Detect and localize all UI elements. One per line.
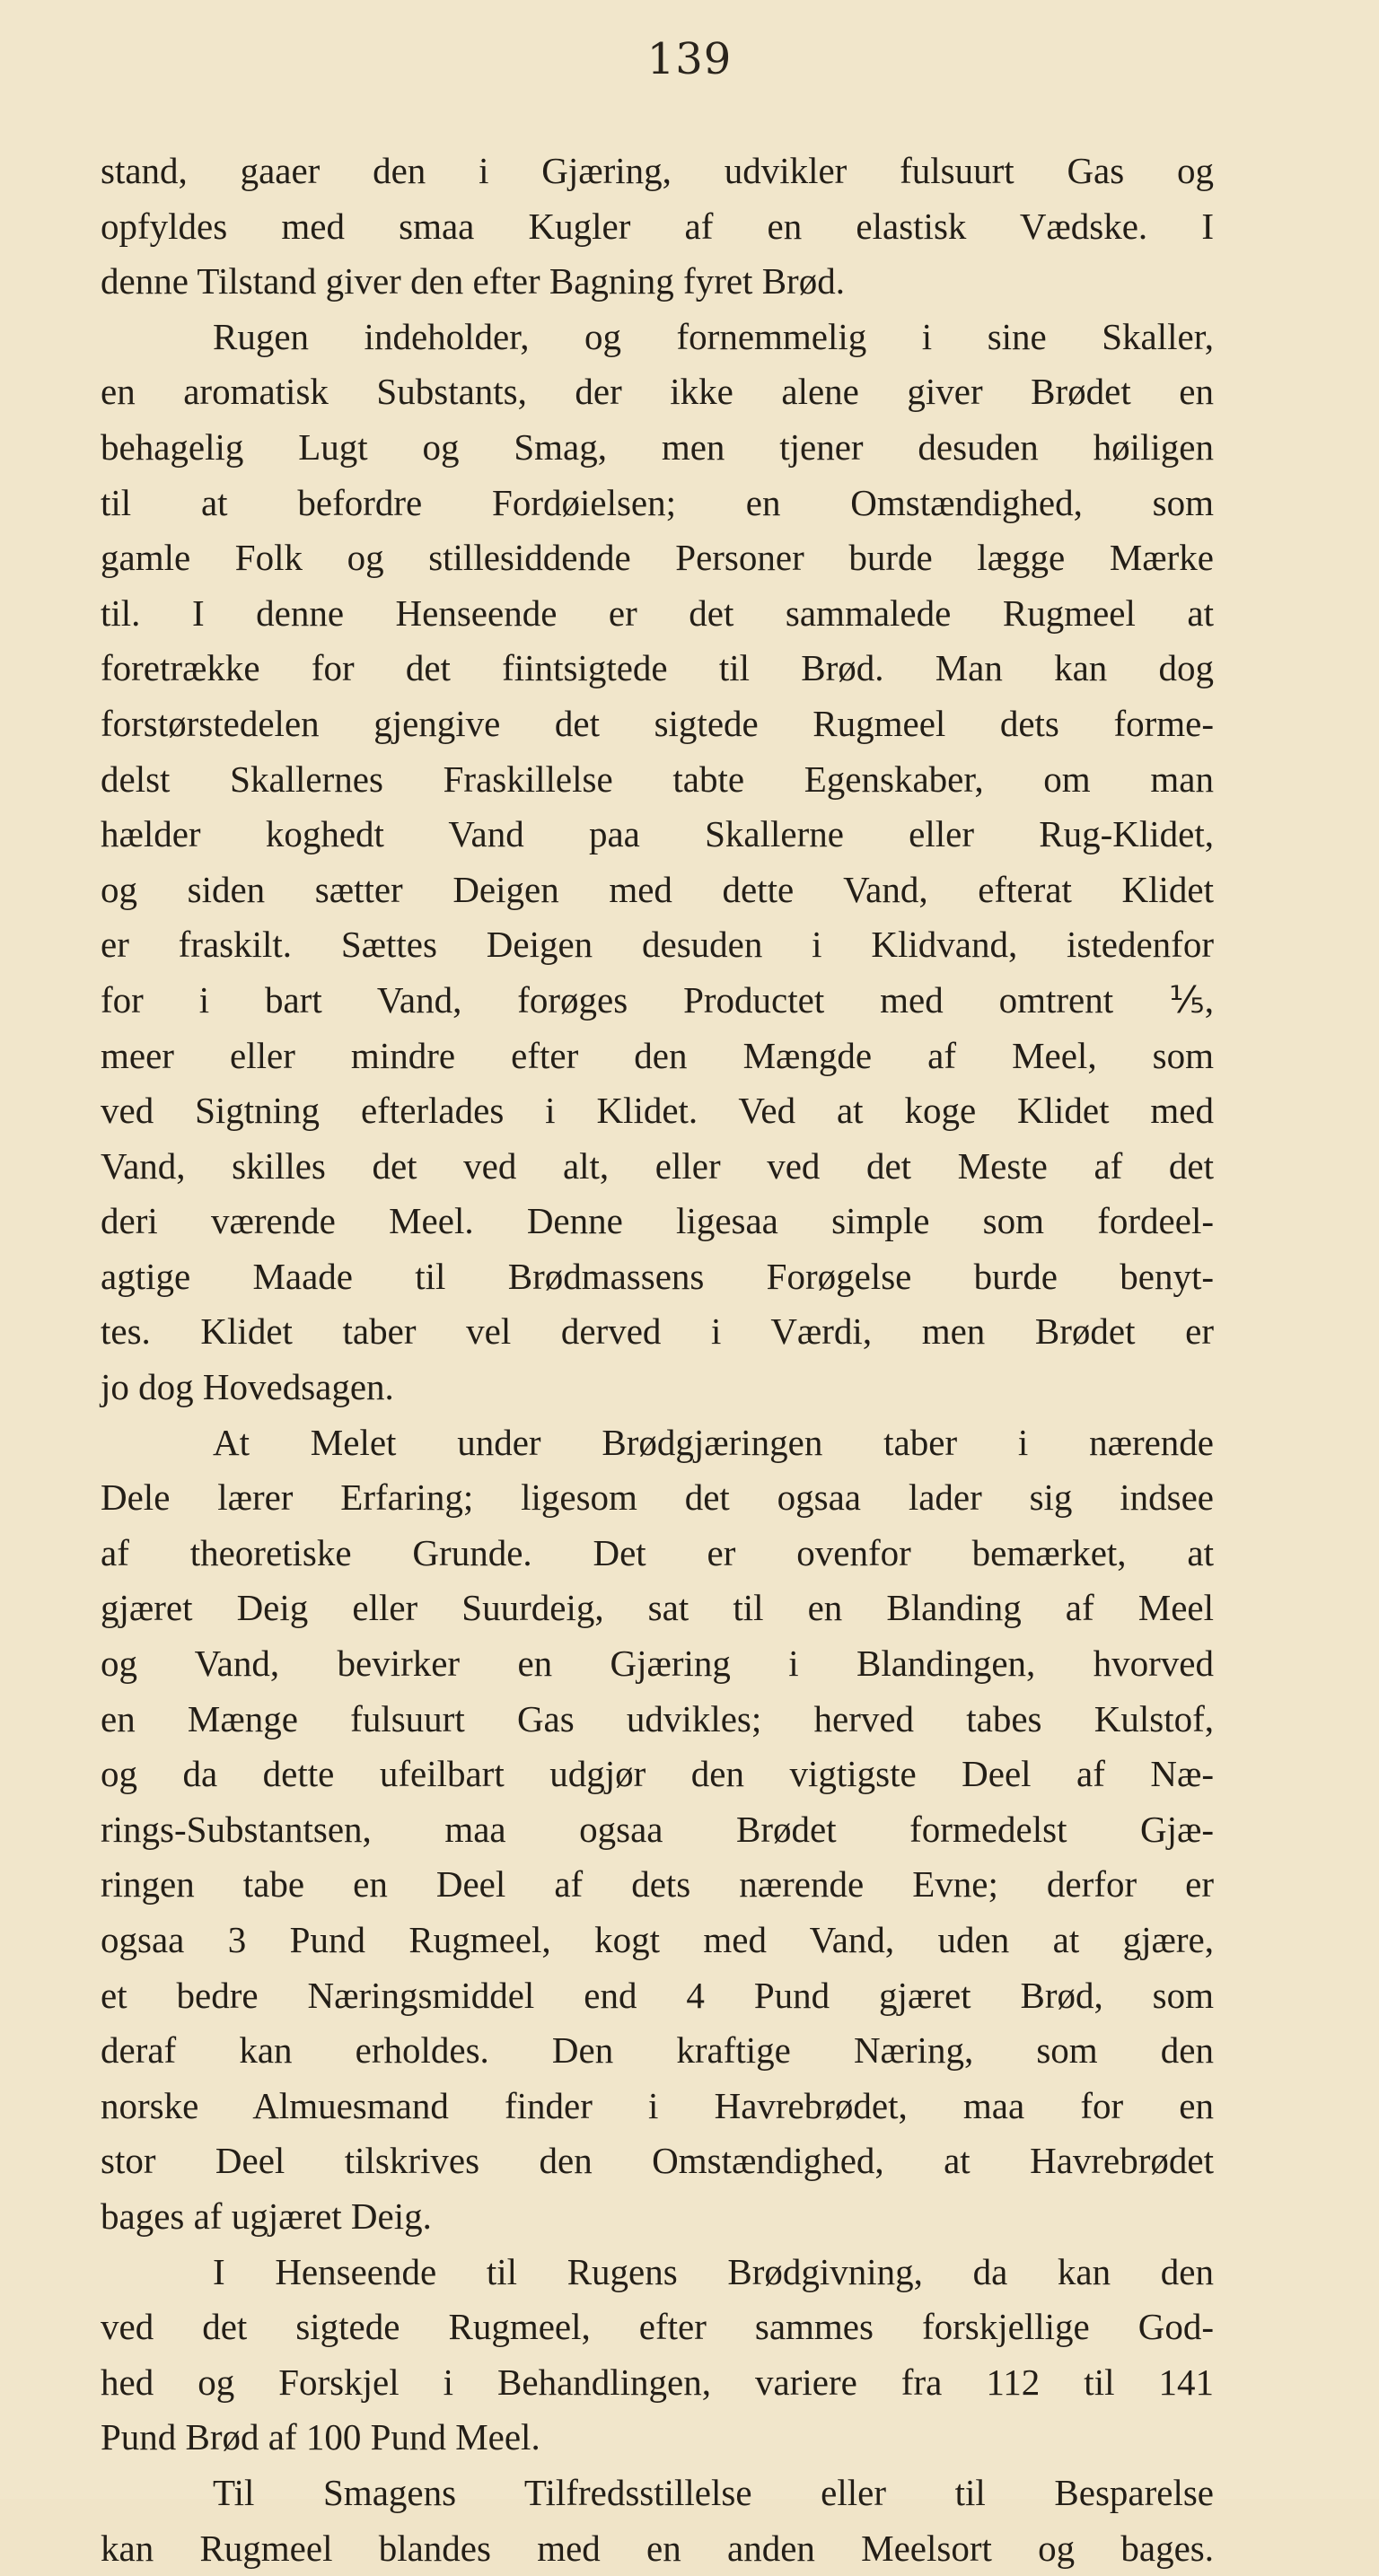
text-line: for i bart Vand, forøges Productet med omtrent ⅕, <box>101 978 1214 1021</box>
text-line: forstørstedelen gjengive det sigtede Rugmeel dets forme- <box>101 702 1214 744</box>
text-line: til. I denne Henseende er det sammalede Rugmeel at <box>101 591 1214 634</box>
text-line: gamle Folk og stillesiddende Personer burde lægge Mærke <box>101 537 1214 579</box>
paragraph-start-line: I Henseende til Rugens Brødgivning, da kan den <box>213 2250 1214 2292</box>
text-line: til at befordre Fordøielsen; en Omstændighed, som <box>101 481 1214 523</box>
text-line: af theoretiske Grunde. Det er ovenfor bemærket, at <box>101 1531 1214 1573</box>
text-line: ringen tabe en Deel af dets nærende Evne; derfor er <box>101 1863 1214 1906</box>
paragraph-start-line: Rugen indeholder, og fornemmelig i sine Skaller, <box>213 315 1214 357</box>
text-line: gjæret Deig eller Suurdeig, sat til en Blanding af Meel <box>101 1587 1214 1629</box>
text-line: og siden sætter Deigen med dette Vand, efterat Klidet <box>101 868 1214 910</box>
text-line: en aromatisk Substants, der ikke alene giver Brødet en <box>101 371 1214 413</box>
text-line: bages af ugjæret Deig. <box>101 2195 432 2237</box>
text-line: jo dog Hovedsagen. <box>101 1366 394 1408</box>
text-line: opfyldes med smaa Kugler af en elastisk Vædske. I <box>101 205 1214 247</box>
text-line: og da dette ufeilbart udgjør den vigtigste Deel af Næ- <box>101 1753 1214 1795</box>
text-line: Pund Brød af 100 Pund Meel. <box>101 2416 540 2458</box>
text-line: ved det sigtede Rugmeel, efter sammes forskjellige God- <box>101 2306 1214 2348</box>
text-line: Dele lærer Erfaring; ligesom det ogsaa lader sig indsee <box>101 1476 1214 1519</box>
text-line: er fraskilt. Sættes Deigen desuden i Klidvand, istedenfor <box>101 924 1214 966</box>
text-line: og Vand, bevirker en Gjæring i Blandingen, hvorved <box>101 1643 1214 1685</box>
text-line: tes. Klidet taber vel derved i Værdi, men Brødet er <box>101 1310 1214 1353</box>
text-line: deraf kan erholdes. Den kraftige Næring, som den <box>101 2029 1214 2072</box>
text-line: behagelig Lugt og Smag, men tjener desuden høiligen <box>101 425 1214 468</box>
text-line: stand, gaaer den i Gjæring, udvikler fulsuurt Gas og <box>101 150 1214 191</box>
text-line: norske Almuesmand finder i Havrebrødet, maa for en <box>101 2084 1214 2126</box>
paragraph-start-line: Til Smagens Tilfredsstillelse eller til Besparelse <box>213 2471 1214 2513</box>
text-line: ved Sigtning efterlades i Klidet. Ved at koge Klidet med <box>101 1090 1214 1132</box>
text-line: delst Skallernes Fraskillelse tabte Egenskaber, om man <box>101 758 1214 800</box>
text-line: rings-Substantsen, maa ogsaa Brødet formedelst Gjæ- <box>101 1808 1214 1850</box>
text-line: et bedre Næringsmiddel end 4 Pund gjæret Brød, som <box>101 1974 1214 2016</box>
text-line: hed og Forskjel i Behandlingen, variere fra 112 til 141 <box>101 2361 1214 2403</box>
text-line: deri værende Meel. Denne ligesaa simple som fordeel- <box>101 1200 1214 1242</box>
text-line: en Mænge fulsuurt Gas udvikles; herved tabes Kulstof, <box>101 1697 1214 1739</box>
text-line: Vand, skilles det ved alt, eller ved det Meste af det <box>101 1144 1214 1187</box>
page-number: 139 <box>646 34 733 84</box>
paragraph-start-line: At Melet under Brødgjæringen taber i nærende <box>213 1421 1214 1463</box>
text-line: foretrække for det fiintsigtede til Brød. Man kan dog <box>101 647 1214 689</box>
text-line: meer eller mindre efter den Mængde af Meel, som <box>101 1034 1214 1076</box>
text-line: kan Rugmeel blandes med en anden Meelsort og bages. <box>101 2527 1214 2569</box>
text-line: ogsaa 3 Pund Rugmeel, kogt med Vand, uden at gjære, <box>101 1919 1214 1960</box>
text-line: denne Tilstand giver den efter Bagning fyret Brød. <box>101 260 845 302</box>
text-line: hælder koghedt Vand paa Skallerne eller Rug-Klidet, <box>101 813 1214 855</box>
body-text <box>101 144 1214 2576</box>
text-line: agtige Maade til Brødmassens Forøgelse burde benyt- <box>101 1255 1214 1297</box>
text-line: stor Deel tilskrives den Omstændighed, at Havrebrødet <box>101 2140 1214 2182</box>
